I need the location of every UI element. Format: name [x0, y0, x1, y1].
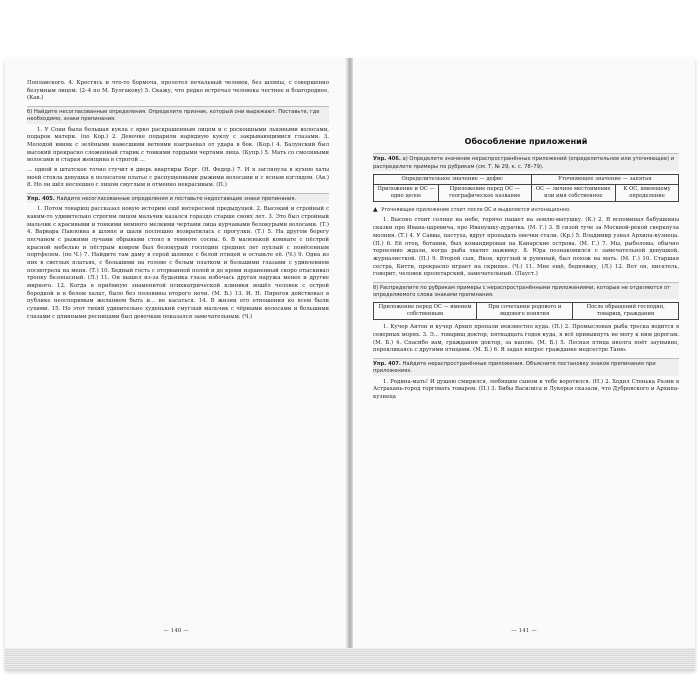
- left-page-number-text: — 140 —: [163, 628, 188, 634]
- table-header-cell: Определительное значение — дефис: [374, 174, 532, 184]
- page-stack-edge: [5, 648, 695, 670]
- right-page-content: [373, 136, 679, 404]
- appositive-rubric-table: [373, 174, 679, 202]
- exercise-407-number: Упр. 407.: [373, 361, 401, 368]
- task-b-instructions: б) Распределите по рубрикам примеры с нераспространёнными приложениями, которые не отделяются от определяемого слова знаками препинания.: [373, 282, 679, 300]
- exercise-407-paragraph: 1. Родина-мать! И душою смирился, любящим сыном к тебе воротился. (Н.) 2. Ходил Стенька Разин в Астрахань-город торговать товаром. (П.) 3. Бибы Василиса и Лукерья сказали, что Дубровского и Архипа-кузнеца: [373, 378, 679, 401]
- table-cell: К ОС, имеющему определение: [616, 184, 679, 201]
- table-cell: После обращений господин, товарищ, гражданин: [573, 303, 679, 320]
- exercise-b-paragraph: 1. У Сони была большая кукла с ярко раскрашенным лицом и с роскошными льняными волосами, подарок матери. (по Кор.) 2. Девочке подарили нарядную куклу с закрывающимися глазами. 3. Молодой ивняк с зелёными навесшими ветвями взаграевал от удара в бок. (Кор.) 4. Балунский был высокий прекрасно сложенный старик с тонкими гордыми чертами лица. (Купр.) 5. Мать со смоляными волосами и старая женщина в строгой ...: [27, 126, 329, 164]
- section-title: Обособление приложений: [464, 137, 588, 146]
- left-intro-paragraph: Поплавского. 4. Крестясь и что-то бормоча, пролетел печальный человек, без шляпы, с совершенно безумным лицом. (2–4 по М. Булгакову) 5. Скажу, что редко встречал человека честнее и благороднее. (Кав.): [27, 80, 329, 102]
- right-page-number: [353, 628, 695, 636]
- appositive-rubric-table-b: [373, 302, 679, 320]
- right-page-number-text: — 141 —: [511, 628, 536, 634]
- table-cell: Приложение перед ОС — именем собственным: [374, 303, 477, 320]
- left-page-number: [5, 628, 347, 636]
- rule-note: [373, 206, 679, 215]
- exercise-405-number: Упр. 405.: [27, 195, 55, 202]
- table-cell: ОС — личное местоимение или имя собственное: [531, 184, 615, 201]
- warning-triangle-icon: ▲: [373, 205, 378, 213]
- exercise-405-instructions: Найдите несогласованные определения и поставьте недостающие знаки препинания.: [56, 195, 297, 202]
- exercise-406-number: Упр. 406.: [373, 156, 401, 163]
- left-page-content: [27, 80, 329, 323]
- open-book: [5, 58, 695, 670]
- table-cell: Приложение и ОС — одно целое: [374, 184, 439, 201]
- exercise-405-paragraph: 1. Потом товарищ рассказал новую историю ещё интересней предыдущей. 2. Высокий и стройный с каким-то удивительно строгим лицом мальчик казался гораздо старше своих лет. 3. Это был стройный мальчик с красивыми и тонкими немного мелкими чертами лица курчавыми белокурыми волосами. (Т.) 4. Варвара Павловна в шляпе и шали поспешно возвратилась с прогулки. (Т.) 5. На другом берегу песчаном с рыжими лучами обрывами стоял в темноте сосны. 6. В маленькой комнате с пёстрой красной мебелью и пёстрым ковром был белокурый господин средних лет пухлый с понёсенным портфелем. (по Ч.) 7. Найдите там даму в серой шляпке с белой птицей и оставьте её. (Ч.) 9. Одна из них в светлых платьях, с большими на голове с белым платком и большими глазами с удивлением посмотрела на меня. (Т.) 10. Бедный гость с оторванной полой и до крови израненный скоро отыскивал тропку безопасный. (Л.) 11. Он вышел из-за будьника глаза избочась другая наружа менее и другие мирного. 12. Когда в приёмную знаменитой психиатрической клиники вошёл человек с острой бородкой и в белом халат, было без половины второго ночи. (М. Б.) 13. И. Н. Пирогов действовал в публике неоспоримым желанием быть и... не касаться. 14. В жизни его отношения ко всем были сухими. 15. Но этот тихий удивительно худенький смуглый мальчик с чёрными волосами и большими глазами с длинными ресницами был девочкам показался замечательным. (Ч.): [27, 206, 329, 320]
- table-header-cell: Уточняющее значение — запятая: [531, 174, 678, 184]
- exercise-b-paragraph: 1. Кучер Антон и кучер Архип пропали неизвестно куда. (П.) 2. Промысловая рыба треска водится в северных морях. 3. Э... товарищ доктор, пятнадцать годов куда, я всё привыкнуть не могу к ним дорогам. (М. Б.) 4. Спасибо вам, гражданин доктор, за каплю. (М. Б.) 5. Лесная птица иволга поёт заунывно, перекликаясь с другими птицами. (М. Б.) 6. Я задал вопрос гражданке медсестре Таню.: [373, 324, 679, 354]
- table-cell: Приложение перед ОС — географическое название: [439, 184, 532, 201]
- exercise-406-instructions: а) Определите значение нераспространённых приложений (определительное или уточняющее) и распределите примеры по рубрикам (см. Т. № 29, к. с. 78–79).: [373, 156, 675, 170]
- exercise-407-heading: [373, 358, 679, 376]
- task-b-instructions: б) Найдите несогласованные определения. Определите признак, который они выражают. Поставьте, где необходимо, знаки препинания.: [27, 106, 329, 124]
- rule-note-text: Уточняющее приложение стоит после ОС и выделяется интонационно.: [381, 206, 571, 213]
- exercise-407-instructions: Найдите нераспространённые приложения. Объясните постановку знаков препинания при приложениях.: [373, 361, 656, 375]
- exercise-b-paragraph: ... одной в штатское точно стучит в дверь квартиры Борг. (Н. Федор.) 7. И я заглянула в кухню хаты моей стояла девушка в полосатом платье с распущенными рыжими волосами и с ясным взглядом. (Ав.) 8. Но он шёл неспешно с лицом смуглым и отменно некрасивым. (П.): [27, 166, 329, 189]
- exercise-405-heading: [27, 193, 329, 203]
- exercise-406-paragraph: 1. Высоко стоит солнце на небе, горячо пышет на землю-матушку. (К.) 2. Я вспоминал бабушкины сказки про Ивана-царевича, про Иванушку-дурачка. (М. Г.) 3. В сизой туче за Москвой-рекой сверкнула молния. (Т.) 4. У Саввы, пастуха, вдруг пропадать овечки стали. (Кр.) 5. Владимир узнал Архипа-кузнеца. (П.) 6. Её отец, ботаник, был командирован на Канарские острова. (М. Г.) 7. Мы, рыболовы, обычно терпеливо ждали, когда рыба хватит наживку. 8. Юра познакомился с замечательной девушкой, журналисткой. (П.) 9. Второй сын, Яков, круглый и румяный, был похож на мать. (М. Г.) 10. Старшая сестра, Китти, прекрасно играет на скрипке. (Ч.) 11. Мне ещё, бедняжку, (Л.) 12. Вот он, писатель, говорит, человек пролетарский, замечательный. (Пауст.): [373, 217, 679, 278]
- table-cell: При сочетании родового и видового понятия: [477, 303, 573, 320]
- exercise-406-heading: [373, 153, 679, 171]
- left-page: [5, 58, 348, 648]
- right-page: [353, 58, 695, 648]
